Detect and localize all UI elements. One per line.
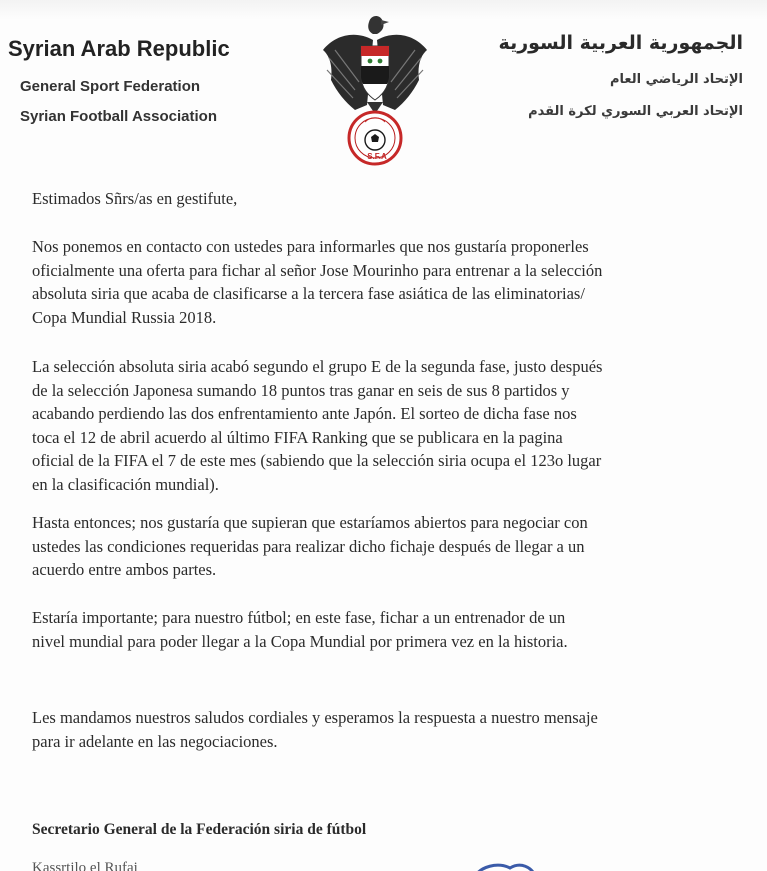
paragraph-line: absoluta siria que acaba de clasificarse a la tercera fase asiática de las eliminatorias/	[32, 284, 585, 303]
paragraph-line: acabando perdiendo las dos enfrentamiento ante Japón. El sorteo de dicha fase nos	[32, 404, 577, 423]
paragraph-line: oficial de la FIFA el 7 de este mes (sabiendo que la selección siria ocupa el 123o lugar	[32, 451, 602, 470]
paragraph-line: Les mandamos nuestros saludos cordiales y esperamos la respuesta a nuestro mensaje	[32, 708, 598, 727]
paragraph-2	[32, 355, 732, 496]
paragraph-1	[32, 235, 732, 329]
letterhead-federation-arabic: الإتحاد الرياضي العام	[610, 72, 743, 87]
paragraph-line: Nos ponemos en contacto con ustedes para informarles que nos gustaría proponerles	[32, 237, 589, 256]
paragraph-line: Estaría importante; para nuestro fútbol; en este fase, fichar a un entrenador de un	[32, 608, 566, 627]
paragraph-line: ustedes las condiciones requeridas para realizar dicho fichaje después de llegar a un	[32, 536, 585, 556]
paragraph-line: Hasta entonces; nos gustaría que supieran que estaríamos abiertos para negociar con	[32, 513, 588, 532]
letterhead-country-arabic: الجمهورية العربية السورية	[498, 32, 743, 54]
letterhead-association-arabic: الإتحاد العربي السوري لكرة القدم	[528, 104, 743, 119]
paragraph-3	[32, 511, 732, 582]
paragraph-line: para ir adelante en las negociaciones.	[32, 731, 278, 751]
signature-title: Secretario General de la Federación siria de fútbol	[32, 821, 367, 838]
salutation: Estimados Sñrs/as en gestifute,	[32, 189, 238, 208]
paragraph-line: Copa Mundial Russia 2018.	[32, 307, 217, 327]
letterhead-federation: General Sport Federation	[20, 78, 201, 95]
signature-name: Kassrtilo el Rufai	[32, 860, 138, 871]
paragraph-line: oficialmente una oferta para fichar al señor Jose Mourinho para entrenar a la selección	[32, 260, 603, 280]
syrian-eagle-emblem-icon	[315, 10, 435, 175]
paragraph-line: nivel mundial para poder llegar a la Copa Mundial por primera vez en la historia.	[32, 631, 568, 651]
paragraph-line: de la selección Japonesa sumando 18 puntos tras ganar en seis de sus 8 partidos y	[32, 380, 570, 400]
letterhead-country: Syrian Arab Republic	[8, 36, 230, 61]
paragraph-4	[32, 606, 732, 653]
paragraph-line: en la clasificación mundial).	[32, 474, 219, 494]
paragraph-line: toca el 12 de abril acuerdo al último FIFA Ranking que se publicara en la pagina	[32, 427, 563, 447]
emblem-label: S.F.A	[367, 152, 387, 161]
paragraph-line: La selección absoluta siria acabó segundo el grupo E de la segunda fase, justo después	[32, 357, 603, 376]
stamp-icon	[470, 858, 540, 871]
paragraph-5	[32, 706, 732, 753]
paragraph-line: acuerdo entre ambos partes.	[32, 560, 217, 579]
letterhead-association: Syrian Football Association	[20, 108, 217, 125]
